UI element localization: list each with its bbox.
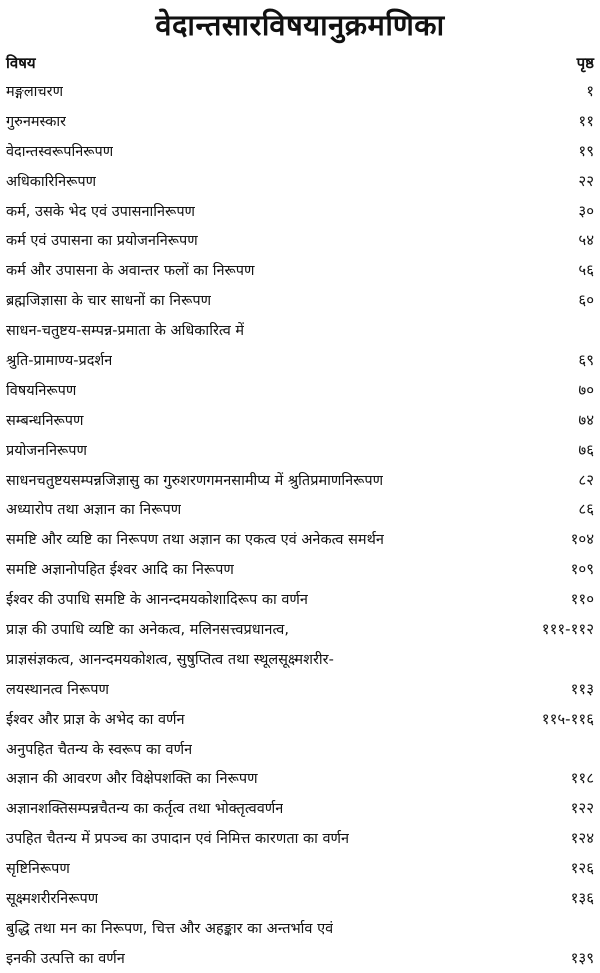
entry-page-number: १२२ — [570, 799, 594, 818]
entry-page-number: ११५-११६ — [541, 709, 594, 728]
entry-page-number: १३६ — [570, 888, 594, 907]
entry-subject: ब्रह्मजिज्ञासा के चार साधनों का निरूपण — [6, 293, 212, 310]
contents-entry — [6, 315, 594, 345]
contents-entry — [6, 345, 594, 375]
entry-page-number: १३९ — [570, 948, 594, 967]
entry-page-number: ६० — [578, 291, 594, 310]
entry-subject: विषयनिरूपण — [6, 382, 77, 399]
contents-entry — [6, 913, 594, 943]
entry-subject: ईश्वर और प्राज्ञ के अभेद का वर्णन — [6, 711, 185, 728]
contents-entry — [6, 644, 594, 674]
page-column-header: पृष्ठ — [576, 54, 594, 72]
entry-subject: समष्टि अज्ञानोपहित ईश्वर आदि का निरूपण — [6, 562, 234, 579]
subject-column-header: विषय — [6, 54, 36, 72]
entry-subject: अज्ञानशक्तिसम्पन्नचैतन्य का कर्तृत्व तथा भोक्तृत्ववर्णन — [6, 801, 284, 818]
entry-subject: अध्यारोप तथा अज्ञान का निरूपण — [6, 502, 182, 519]
entry-subject: गुरुनमस्कार — [6, 113, 67, 130]
contents-entry — [6, 285, 594, 315]
entry-subject: कर्म एवं उपासना का प्रयोजननिरूपण — [6, 233, 198, 250]
entry-page-number: ११ — [578, 111, 594, 130]
contents-entry — [6, 674, 594, 704]
entry-subject: लयस्थानत्व निरूपण — [6, 681, 109, 698]
entry-subject: मङ्गलाचरण — [6, 83, 64, 100]
entry-subject: साधनचतुष्टयसम्पन्नजिज्ञासु का गुरुशरणगमनसामीप्य में श्रुतिप्रमाणनिरूपण — [6, 472, 384, 489]
entry-subject: सूक्ष्मशरीरनिरूपण — [6, 890, 99, 907]
entry-page-number: ३० — [578, 201, 594, 220]
contents-entry — [6, 853, 594, 883]
entry-subject: समष्टि और व्यष्टि का निरूपण तथा अज्ञान का एकत्व एवं अनेकत्व समर्थन — [6, 532, 384, 549]
contents-entry — [6, 375, 594, 405]
entry-subject: इनकी उत्पत्ति का वर्णन — [6, 950, 125, 967]
contents-list — [6, 76, 594, 973]
contents-entry — [6, 704, 594, 734]
contents-entry — [6, 793, 594, 823]
contents-entry — [6, 763, 594, 793]
entry-subject: सम्बन्धनिरूपण — [6, 412, 84, 429]
entry-page-number: २२ — [578, 171, 594, 190]
contents-entry — [6, 554, 594, 584]
entry-page-number: ५६ — [578, 261, 594, 280]
entry-subject: कर्म, उसके भेद एवं उपासनानिरूपण — [6, 203, 196, 220]
entry-subject: साधन-चतुष्टय-सम्पन्न-प्रमाता के अधिकारित्व में — [6, 323, 245, 340]
contents-entry — [6, 405, 594, 435]
entry-page-number: १ — [586, 81, 594, 100]
entry-subject: श्रुति-प्रामाण्य-प्रदर्शन — [6, 352, 113, 369]
entry-page-number: १२४ — [570, 829, 594, 848]
entry-page-number: ७४ — [578, 410, 594, 429]
entry-page-number: ५४ — [578, 231, 594, 250]
entry-page-number: १९ — [578, 141, 594, 160]
entry-subject: सृष्टिनिरूपण — [6, 861, 70, 878]
entry-subject: अज्ञान की आवरण और विक्षेपशक्ति का निरूपण — [6, 771, 258, 788]
entry-page-number: १०४ — [570, 530, 594, 549]
entry-page-number: ६९ — [578, 350, 594, 369]
contents-entry — [6, 465, 594, 495]
contents-entry — [6, 823, 594, 853]
contents-entry — [6, 883, 594, 913]
contents-entry — [6, 136, 594, 166]
entry-subject: अधिकारिनिरूपण — [6, 173, 97, 190]
entry-page-number: ८२ — [578, 470, 594, 489]
entry-subject: प्रयोजननिरूपण — [6, 442, 88, 459]
entry-page-number: ७० — [578, 380, 594, 399]
contents-entry — [6, 225, 594, 255]
entry-subject: ईश्वर की उपाधि समष्टि के आनन्दमयकोशादिरूप का वर्णन — [6, 592, 308, 609]
contents-entry — [6, 106, 594, 136]
contents-entry — [6, 166, 594, 196]
entry-subject: प्राज्ञ की उपाधि व्यष्टि का अनेकत्व, मलिनसत्त्वप्रधानत्व, — [6, 621, 289, 638]
entry-subject: अनुपहित चैतन्य के स्वरूप का वर्णन — [6, 741, 193, 758]
entry-subject: वेदान्तस्वरूपनिरूपण — [6, 143, 114, 160]
entry-subject: कर्म और उपासना के अवान्तर फलों का निरूपण — [6, 263, 255, 280]
contents-entry — [6, 255, 594, 285]
page-title: वेदान्तसारविषयानुक्रमणिका — [155, 8, 445, 42]
contents-entry — [6, 524, 594, 554]
entry-page-number: ८६ — [578, 500, 594, 519]
column-header-row — [6, 50, 594, 76]
entry-subject: प्राज्ञसंज्ञकत्व, आनन्दमयकोशत्व, सुषुप्तित्व तथा स्थूलसूक्ष्मशरीर- — [6, 651, 334, 668]
entry-page-number: ११३ — [570, 679, 594, 698]
contents-entry — [6, 494, 594, 524]
entry-page-number: ११८ — [570, 769, 594, 788]
contents-entry — [6, 734, 594, 764]
contents-entry — [6, 584, 594, 614]
contents-entry — [6, 196, 594, 226]
contents-entry — [6, 614, 594, 644]
entry-page-number: १२६ — [570, 859, 594, 878]
entry-page-number: १०९ — [570, 560, 594, 579]
contents-entry — [6, 435, 594, 465]
entry-page-number: १११-११२ — [541, 619, 594, 638]
contents-entry — [6, 76, 594, 106]
entry-page-number: ७६ — [578, 440, 594, 459]
entry-page-number: ११० — [570, 590, 594, 609]
entry-subject: उपहित चैतन्य में प्रपञ्च का उपादान एवं निमित्त कारणता का वर्णन — [6, 831, 350, 848]
entry-subject: बुद्धि तथा मन का निरूपण, चित्त और अहङ्कार का अन्तर्भाव एवं — [6, 920, 334, 937]
contents-entry — [6, 943, 594, 973]
